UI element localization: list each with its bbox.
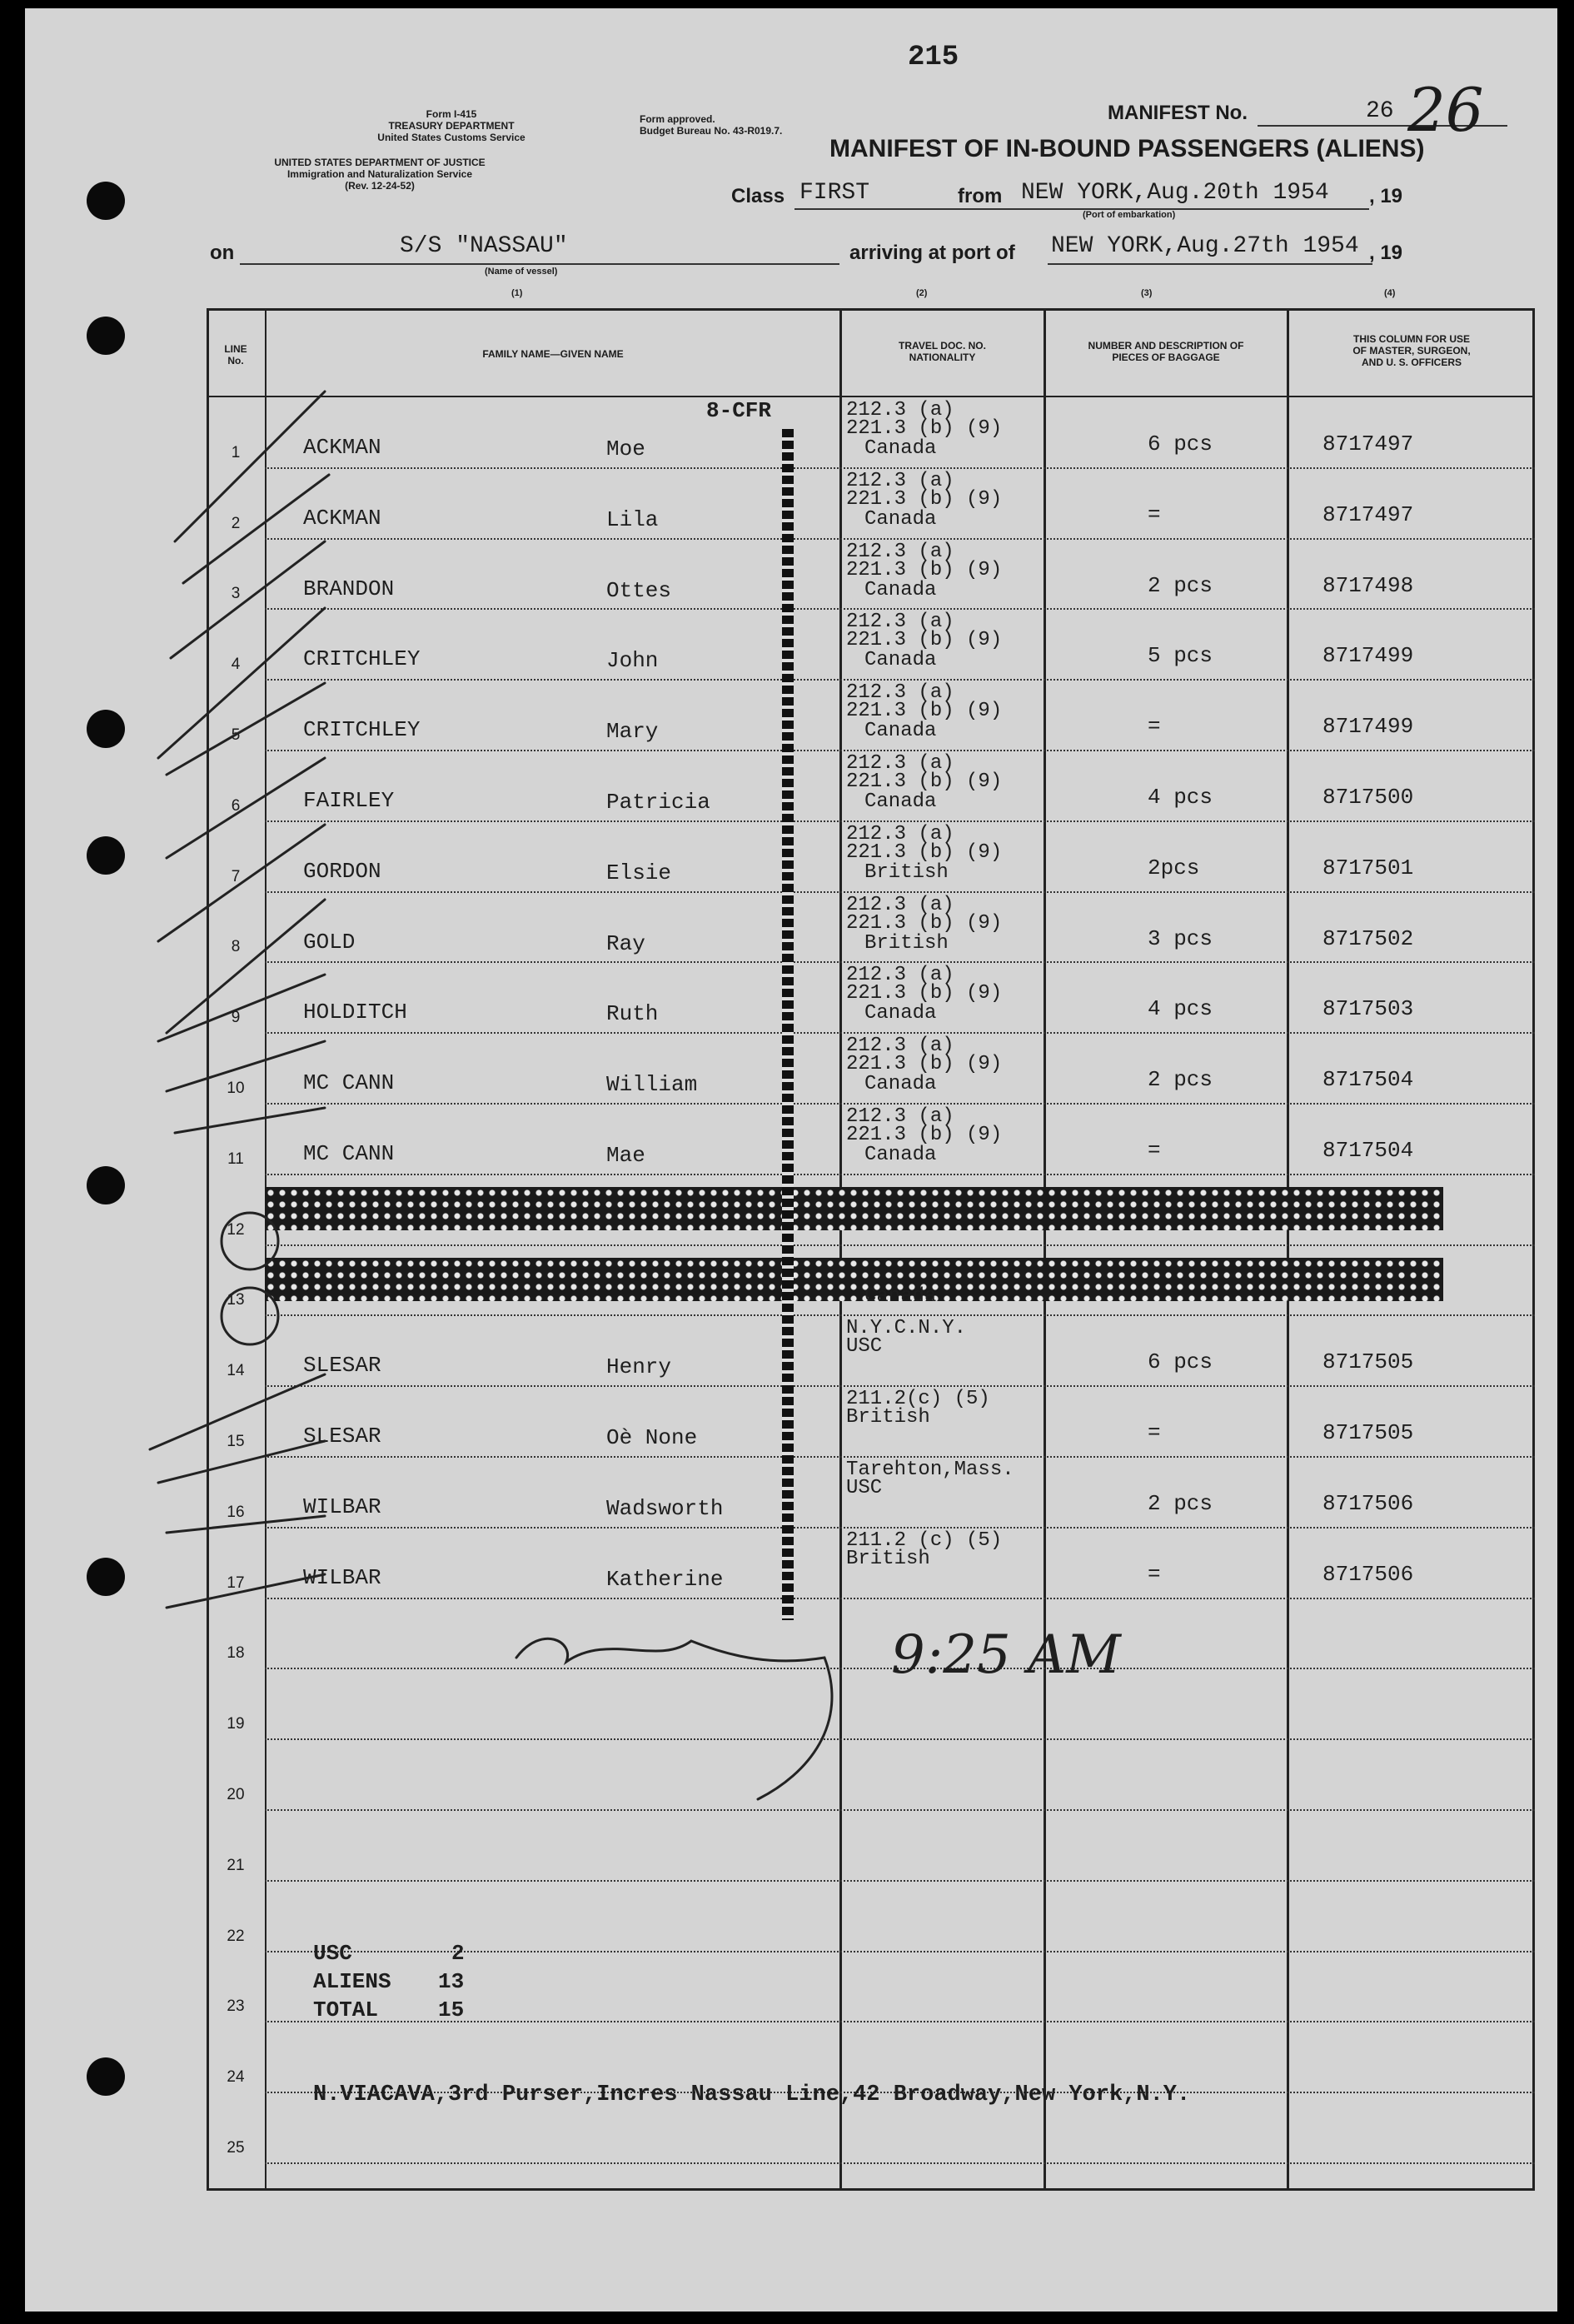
officer-number: 8717498 [1322,572,1414,598]
officer-number: 8717506 [1322,1561,1414,1587]
given-name: Mae [606,1143,645,1168]
line-number: 23 [227,1997,245,2016]
given-name: Katherine [606,1566,724,1592]
given-name: Ruth [606,1001,659,1027]
officer-number: 8717503 [1322,996,1414,1022]
baggage: 2 pcs [1148,572,1213,598]
from-label: from [958,185,1003,207]
officer-number: 8717497 [1322,501,1414,527]
manifest-sheet [25,8,1557,2312]
officer-number: 8717504 [1322,1138,1414,1163]
line-number: 14 [227,1362,245,1380]
line-number: 13 [227,1291,245,1309]
nationality: Canada [864,507,937,531]
nationality: British [864,931,949,955]
manifest-number-handwritten: 26 [1407,75,1484,145]
port-of-arrival: NEW YORK,Aug.27th 1954 [1051,233,1359,259]
given-name: Oè None [606,1425,698,1451]
line-number: 7 [231,867,241,885]
family-name: GORDON [303,858,381,884]
class-value: FIRST [799,180,870,206]
header-travel-doc: TRAVEL DOC. NO. NATIONALITY [899,340,986,363]
officer-number: 8717505 [1322,1349,1414,1375]
baggage: = [1148,1420,1161,1446]
family-name: WILBAR [303,1564,381,1590]
line-number: 5 [231,726,241,744]
total-total-label: TOTAL [313,1997,379,2022]
handwritten-marks [25,8,1557,2312]
cfr-note: 8-CFR [706,398,772,423]
line-number: 18 [227,1644,245,1663]
family-name: GOLD [303,929,356,955]
line-number: 19 [227,1715,245,1733]
travel-doc-line1: 212.3 (a) [846,540,954,563]
family-name: CRITCHLEY [303,646,421,672]
travel-doc-line1: 212.3 (a) [846,681,954,705]
line-number: 6 [231,796,241,815]
col-number: (4) [1384,288,1396,298]
travel-doc-line1: 212.3 (a) [846,752,954,775]
travel-doc-line1: 212.3 (a) [846,822,954,845]
form-info: Form I-415 TREASURY DEPARTMENT United States Customs Service [377,108,525,143]
nationality: Canada [864,1002,937,1025]
nationality: Canada [864,790,937,813]
header-name: FAMILY NAME—GIVEN NAME [482,348,624,360]
given-name: Ottes [606,577,672,603]
line-number: 16 [227,1503,245,1521]
line-number: 15 [227,1433,245,1450]
travel-doc-line1: 212.3 (a) [846,611,954,634]
travel-doc-line2: 221.3 (b) (9) [846,1053,1003,1076]
travel-doc-line1: 212.3 (a) [846,964,954,987]
travel-doc-line1: Tarehton,Mass. [846,1459,1014,1481]
family-name: HOLDITCH [303,1000,407,1025]
vessel-caption: (Name of vessel) [485,267,558,277]
nationality: Canada [864,578,937,601]
manifest-number-typed: 26 [1366,98,1394,124]
nationality: Canada [864,1144,937,1166]
col-number: (1) [511,288,523,298]
line-number: 21 [227,1856,245,1874]
line-number: 8 [231,938,241,956]
nationality: Canada [864,649,937,672]
year-label: , 19 [1369,185,1403,207]
travel-doc-line2: 221.3 (b) (9) [846,840,1003,864]
family-name: MC CANN [303,1141,395,1166]
year-label-2: , 19 [1369,242,1403,264]
line-number: 10 [227,1080,245,1097]
header-line-no: LINE No. [224,343,247,367]
nationality: Canada [864,720,937,743]
given-name: Patricia [606,790,710,815]
nationality: Canada [864,1073,937,1096]
travel-doc-line1: 211.2 (c) (5) [846,1529,1003,1552]
budget-info: Form approved. Budget Bureau No. 43-R019.7. [640,113,783,137]
travel-doc-line2: 221.3 (b) (9) [846,911,1003,935]
line-number: 3 [231,585,241,603]
header-officers: THIS COLUMN FOR USE OF MASTER, SURGEON, AND U. S. OFFICERS [1352,333,1471,368]
line-number: 4 [231,656,241,674]
line-number: 24 [227,2068,245,2087]
baggage: = [1148,501,1161,527]
travel-doc-line2: 221.3 (b) (9) [846,982,1003,1005]
line-number: 9 [231,1009,241,1027]
given-name: Elsie [606,860,672,885]
baggage: 6 pcs [1148,431,1213,456]
nationality: Canada [864,1284,937,1308]
given-name: Ray [606,930,645,956]
officer-number: 8717497 [1322,431,1414,456]
given-name: Lila [606,506,659,532]
line-number: 22 [227,1927,245,1945]
officer-number: 8717505 [1322,1420,1414,1446]
baggage: 3 pcs [1148,925,1213,951]
port-of-embarkation: NEW YORK,Aug.20th 1954 [1021,180,1329,206]
travel-doc-line1: 212.3 (a) [846,893,954,916]
line-number: 1 [231,443,241,461]
baggage: = [1148,1138,1161,1163]
baggage: = [1148,1561,1161,1587]
line-number: 2 [231,514,241,532]
handwritten-time: 9:25 AM [891,1624,1121,1686]
officer-number: 8717504 [1322,1067,1414,1093]
family-name: BRANDON [303,576,395,601]
port-caption: (Port of embarkation) [1083,210,1176,220]
travel-doc-line2: 221.3 (b) (9) [846,417,1003,440]
line-number: 12 [227,1220,245,1239]
nationality: British [864,860,949,884]
travel-doc-line1: 212.3 (a) [846,469,954,492]
given-name: John [606,648,659,674]
vessel-name: S/S "NASSAU" [400,233,568,259]
total-usc-value: 2 [451,1941,465,1966]
officer-number: 8717506 [1322,1491,1414,1516]
page-number: 215 [908,42,959,73]
arriving-label: arriving at port of [849,242,1015,264]
form-title: MANIFEST OF IN-BOUND PASSENGERS (ALIENS) [829,135,1425,162]
manifest-number-label: MANIFEST No. [1108,102,1248,124]
baggage: = [1148,714,1161,740]
line-number: 17 [227,1573,245,1592]
given-name: Henry [606,1354,672,1380]
total-aliens-label: ALIENS [313,1969,391,1994]
family-name: ACKMAN [303,505,381,531]
baggage: 5 pcs [1148,643,1213,669]
travel-doc-line2: USC [846,1477,883,1499]
travel-doc-line1: N.Y.C.N.Y. [846,1317,967,1340]
officer-number: 8717499 [1322,643,1414,669]
travel-doc-line1: 212.3 (a) [846,399,954,421]
baggage: 4 pcs [1148,996,1213,1022]
officer-number: 8717499 [1322,714,1414,740]
family-name: ACKMAN [303,435,381,460]
officer-number: 8717500 [1322,785,1414,810]
travel-doc-line2: British [846,1547,930,1570]
baggage: 4 pcs [1148,785,1213,810]
line-number: 25 [227,2139,245,2157]
travel-doc-line2: 221.3 (b) (9) [846,629,1003,652]
travel-doc-line1: 211.2(c) (5) [846,1388,990,1411]
travel-doc-line1: 212.3 (a) [846,1035,954,1058]
justice-info: UNITED STATES DEPARTMENT OF JUSTICE Immigration and Naturalization Service (Rev. 12-24-52) [274,157,486,192]
col-number: (3) [1141,288,1153,298]
col-number: (2) [916,288,928,298]
total-total-value: 15 [438,1997,465,2022]
family-name: CRITCHLEY [303,717,421,743]
given-name: Mary [606,719,659,745]
family-name: WILBAR [303,1494,381,1519]
travel-doc-line2: 221.3 (b) (9) [846,771,1003,793]
class-label: Class [731,185,785,207]
given-name: William [606,1072,698,1098]
travel-doc-line1: 212.3 (a) [846,1105,954,1128]
officer-number: 8717501 [1322,855,1414,880]
travel-doc-line2: USC [846,1335,883,1359]
family-name: SLESAR [303,1353,381,1379]
travel-doc-line2: 221.3 (b) (9) [846,1124,1003,1146]
family-name: FAIRLEY [303,788,395,813]
line-number: 20 [227,1786,245,1803]
travel-doc-line2: British [846,1406,930,1429]
header-baggage: NUMBER AND DESCRIPTION OF PIECES OF BAGGAGE [1088,340,1244,363]
baggage: 6 pcs [1148,1349,1213,1375]
nationality: Canada [864,437,937,460]
baggage: 2 pcs [1148,1067,1213,1093]
line-number: 11 [227,1150,244,1168]
baggage: 2 pcs [1148,1491,1213,1516]
family-name: SLESAR [303,1424,381,1449]
given-name: Moe [606,436,645,461]
baggage: 2pcs [1148,855,1200,880]
purser-line: N.VIACAVA,3rd Purser,Incres Nassau Line,42 Broadway,New York,N.Y. [313,2082,1191,2107]
family-name: MC CANN [303,1070,395,1096]
on-label: on [210,242,235,264]
given-name: Wadsworth [606,1496,724,1521]
travel-doc-line2: 221.3 (b) (9) [846,558,1003,581]
total-usc-label: USC [313,1941,352,1966]
officer-number: 8717502 [1322,925,1414,951]
travel-doc-line2: 221.3 (b) (9) [846,487,1003,511]
travel-doc-line2: 221.3 (b) (9) [846,700,1003,723]
total-aliens-value: 13 [438,1969,465,1994]
